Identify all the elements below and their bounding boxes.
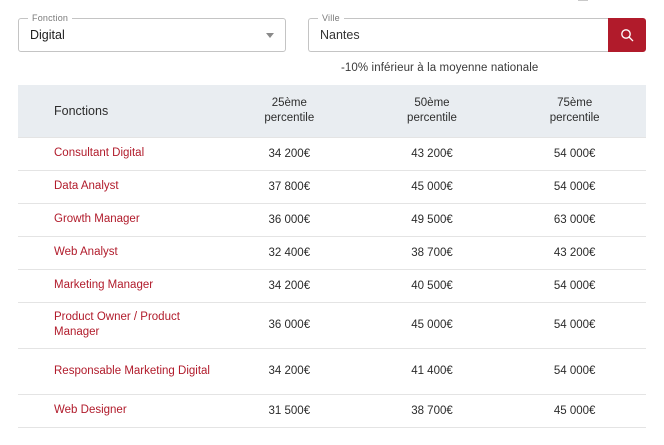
row-p50: 43 200€ bbox=[361, 137, 504, 170]
row-p50: 40 500€ bbox=[361, 269, 504, 302]
row-p75: 45 000€ bbox=[503, 394, 646, 427]
fonction-selected-value: Digital bbox=[30, 28, 65, 42]
table-row bbox=[18, 137, 646, 170]
row-p25: 36 000€ bbox=[218, 302, 361, 348]
table-head bbox=[18, 85, 646, 137]
table-body bbox=[18, 137, 646, 427]
table-row bbox=[18, 203, 646, 236]
row-fonction-link[interactable]: Data Analyst bbox=[18, 170, 218, 203]
ville-search-group bbox=[308, 13, 646, 52]
row-p25: 31 500€ bbox=[218, 394, 361, 427]
table-row bbox=[18, 348, 646, 394]
header-p75 bbox=[503, 85, 646, 137]
row-p50: 38 700€ bbox=[361, 236, 504, 269]
row-p75: 54 000€ bbox=[503, 348, 646, 394]
row-p50: 41 400€ bbox=[361, 348, 504, 394]
row-fonction-link[interactable]: Product Owner / Product Manager bbox=[18, 302, 218, 348]
search-button[interactable] bbox=[608, 18, 646, 52]
national-average-note: -10% inférieur à la moyenne nationale bbox=[341, 62, 539, 74]
row-p75: 54 000€ bbox=[503, 269, 646, 302]
chevron-down-icon[interactable] bbox=[266, 33, 274, 38]
filters-bar bbox=[18, 13, 646, 52]
salary-table-wrap bbox=[18, 85, 646, 428]
search-icon bbox=[619, 27, 635, 43]
row-p50: 38 700€ bbox=[361, 394, 504, 427]
top-divider-mark bbox=[578, 0, 588, 1]
row-p25: 37 800€ bbox=[218, 170, 361, 203]
fonction-select[interactable] bbox=[18, 13, 286, 52]
row-p25: 36 000€ bbox=[218, 203, 361, 236]
ville-input[interactable]: Nantes bbox=[320, 28, 360, 42]
header-p25-line1: 25ème bbox=[271, 96, 307, 109]
row-p25: 34 200€ bbox=[218, 269, 361, 302]
row-p75: 54 000€ bbox=[503, 137, 646, 170]
row-p50: 49 500€ bbox=[361, 203, 504, 236]
row-p75: 63 000€ bbox=[503, 203, 646, 236]
row-fonction-link[interactable]: Web Designer bbox=[18, 394, 218, 427]
header-p25-line2: percentile bbox=[264, 111, 315, 124]
table-row bbox=[18, 236, 646, 269]
ville-input-wrap[interactable] bbox=[308, 13, 608, 52]
row-p75: 43 200€ bbox=[503, 236, 646, 269]
row-fonction-link[interactable]: Marketing Manager bbox=[18, 269, 218, 302]
row-p50: 45 000€ bbox=[361, 170, 504, 203]
table-row bbox=[18, 269, 646, 302]
row-p75: 54 000€ bbox=[503, 170, 646, 203]
row-p25: 34 200€ bbox=[218, 137, 361, 170]
fonction-label: Fonction bbox=[28, 12, 72, 24]
salary-table bbox=[18, 85, 646, 428]
row-fonction-link[interactable]: Consultant Digital bbox=[18, 137, 218, 170]
row-p50: 45 000€ bbox=[361, 302, 504, 348]
row-fonction-link[interactable]: Growth Manager bbox=[18, 203, 218, 236]
row-fonction-link[interactable]: Web Analyst bbox=[18, 236, 218, 269]
header-p75-line2: percentile bbox=[549, 111, 600, 124]
header-p50-line2: percentile bbox=[407, 111, 457, 124]
header-p25 bbox=[218, 85, 361, 137]
table-header-row bbox=[18, 85, 646, 137]
table-row bbox=[18, 302, 646, 348]
row-p25: 32 400€ bbox=[218, 236, 361, 269]
row-p75: 54 000€ bbox=[503, 302, 646, 348]
header-p75-line1: 75ème bbox=[557, 96, 593, 109]
table-row bbox=[18, 170, 646, 203]
row-fonction-link[interactable]: Responsable Marketing Digital bbox=[18, 348, 218, 394]
ville-label: Ville bbox=[318, 12, 344, 24]
header-fonctions: Fonctions bbox=[18, 85, 218, 137]
row-p25: 34 200€ bbox=[218, 348, 361, 394]
header-p50-line1: 50ème bbox=[414, 96, 450, 109]
header-p50 bbox=[361, 85, 504, 137]
table-row bbox=[18, 394, 646, 427]
